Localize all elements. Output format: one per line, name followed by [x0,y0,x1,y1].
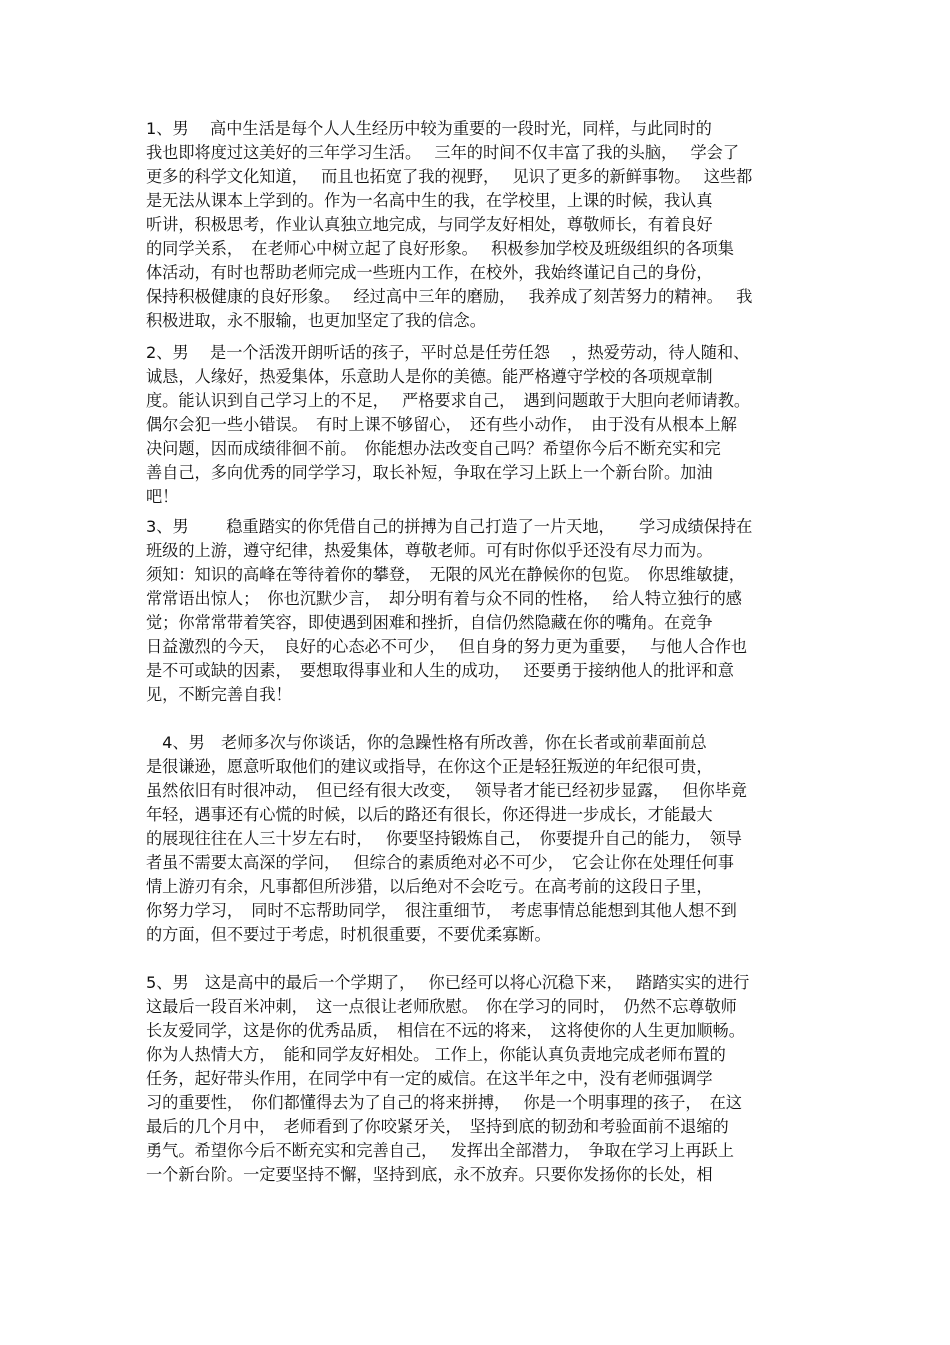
text-line: 保持积极健康的良好形象。 经过高中三年的磨励， 我养成了刻苦努力的精神。 我 [146,287,753,306]
text-line: 5、男 这是高中的最后一个学期了， 你已经可以将心沉稳下来， 踏踏实实的进行 [146,973,750,992]
text-line: 度。能认识到自己学习上的不足， 严格要求自己， 遇到问题敢于大胆向老师请教。 [146,391,751,410]
text-line: 偶尔会犯一些小错误。 有时上课不够留心， 还有些小动作， 由于没有从根本上解 [146,415,737,434]
text-line: 班级的上游，遵守纪律，热爱集体，尊敬老师。可有时你似乎还没有尽力而为。 [146,541,713,560]
text-line: 决问题，因而成绩徘徊不前。 你能想办法改变自己吗？希望你今后不断充实和完 [146,439,721,458]
text-line: 情上游刃有余，凡事都但所涉猎，以后绝对不会吃亏。在高考前的这段日子里， [146,877,713,896]
text-line: 者虽不需要太高深的学问， 但综合的素质绝对必不可少， 它会让你在处理任何事 [146,853,734,872]
text-line: 我也即将度过这美好的三年学习生活。 三年的时间不仅丰富了我的头脑， 学会了 [146,143,740,162]
text-line: 常常语出惊人； 你也沉默少言， 却分明有着与众不同的性格， 给人特立独行的感 [146,589,742,608]
text-line: 须知：知识的高峰在等待着你的攀登， 无限的风光在静候你的包览。 你思维敏捷， [146,565,745,584]
text-line: 你为人热情大方， 能和同学友好相处。 工作上，你能认真负责地完成老师布置的 [146,1045,726,1064]
text-line: 3、男 稳重踏实的你凭借自己的拼搏为自己打造了一片天地， 学习成绩保持在 [146,517,753,536]
text-line: 的展现往往在人三十岁左右时， 你要坚持锻炼自己， 你要提升自己的能力， 领导 [146,829,742,848]
text-line: 吧！ [146,487,179,506]
text-line: 你努力学习， 同时不忘帮助同学， 很注重细节， 考虑事情总能想到其他人想不到 [146,901,737,920]
text-line: 长友爱同学，这是你的优秀品质， 相信在不远的将来， 这将使你的人生更加顺畅。 [146,1021,745,1040]
text-line: 勇气。希望你今后不断充实和完善自己， 发挥出全部潜力， 争取在学习上再跃上 [146,1141,734,1160]
text-line: 1、男 高中生活是每个人人生经历中较为重要的一段时光，同样，与此同时的 [146,119,712,138]
text-line: 的同学关系， 在老师心中树立起了良好形象。 积极参加学校及班级组织的各项集 [146,239,734,258]
text-line: 诚恳，人缘好，热爱集体，乐意助人是你的美德。能严格遵守学校的各项规章制 [146,367,713,386]
text-line: 任务，起好带头作用，在同学中有一定的威信。在这半年之中，没有老师强调学 [146,1069,713,1088]
text-line: 的方面，但不要过于考虑，时机很重要，不要优柔寡断。 [146,925,551,944]
text-line: 虽然依旧有时很冲动， 但已经有很大改变， 领导者才能已经初步显露， 但你毕竟 [146,781,748,800]
text-line: 这最后一段百米冲刺， 这一点很让老师欣慰。 你在学习的同时， 仍然不忘尊敬师 [146,997,737,1016]
text-line: 2、男 是一个活泼开朗听话的孩子，平时总是任劳任怨 ，热爱劳动，待人随和、 [146,343,750,362]
text-line: 善自己，多向优秀的同学学习，取长补短，争取在学习上跃上一个新台阶。加油 [146,463,713,482]
text-line: 4、男 老师多次与你谈话，你的急躁性格有所改善，你在长者或前辈面前总 [146,733,707,752]
text-line: 觉；你常常带着笑容，即使遇到困难和挫折，自信仍然隐藏在你的嘴角。在竞争 [146,613,713,632]
text-line: 积极进取，永不服输，也更加坚定了我的信念。 [146,311,486,330]
text-line: 见，不断完善自我！ [146,685,292,704]
text-line: 习的重要性， 你们都懂得去为了自己的将来拼搏， 你是一个明事理的孩子， 在这 [146,1093,742,1112]
text-line: 最后的几个月中， 老师看到了你咬紧牙关， 坚持到底的韧劲和考验面前不退缩的 [146,1117,729,1136]
text-line: 年轻，遇事还有心慌的时候，以后的路还有很长，你还得进一步成长，才能最大 [146,805,713,824]
text-line: 听讲，积极思考，作业认真独立地完成，与同学友好相处，尊敬师长，有着良好 [146,215,713,234]
text-line: 是很谦逊，愿意听取他们的建议或指导，在你这个正是轻狂叛逆的年纪很可贵， [146,757,713,776]
text-line: 更多的科学文化知道， 而且也拓宽了我的视野， 见识了更多的新鲜事物。 这些都 [146,167,753,186]
text-line: 体活动，有时也帮助老师完成一些班内工作，在校外，我始终谨记自己的身份， [146,263,713,282]
text-line: 是无法从课本上学到的。作为一名高中生的我，在学校里，上课的时候，我认真 [146,191,713,210]
text-line: 日益激烈的今天， 良好的心态必不可少， 但自身的努力更为重要， 与他人合作也 [146,637,748,656]
text-line: 是不可或缺的因素， 要想取得事业和人生的成功， 还要勇于接纳他人的批评和意 [146,661,734,680]
text-line: 一个新台阶。一定要坚持不懈，坚持到底，永不放弃。只要你发扬你的长处，相 [146,1165,713,1184]
